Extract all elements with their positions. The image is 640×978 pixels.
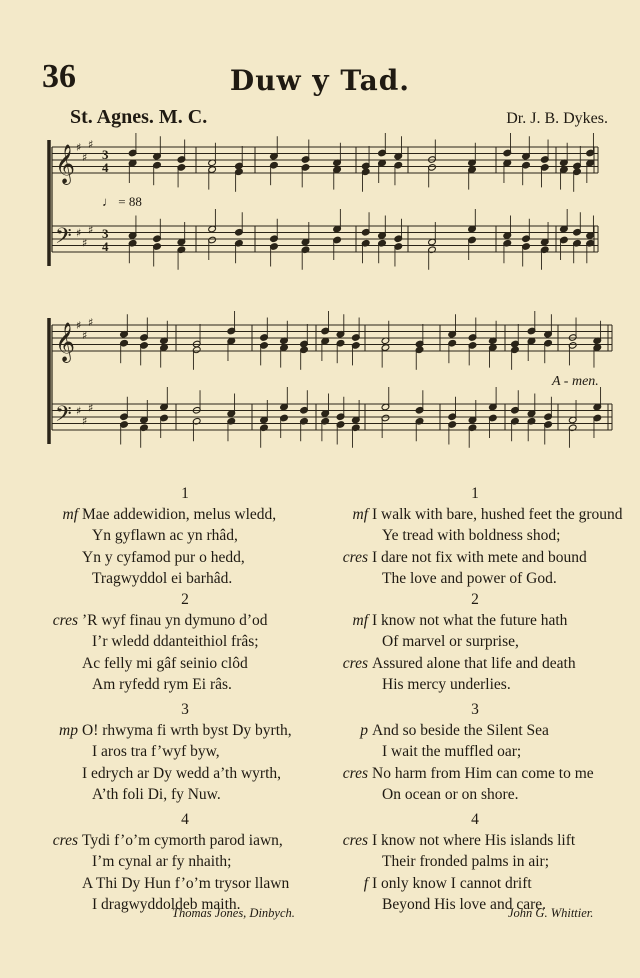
composer: Dr. J. B. Dykes. <box>506 110 608 127</box>
sharp-sign: ♯ <box>76 226 82 240</box>
treble-clef: 𝄞 <box>55 144 76 184</box>
dynamic-marking: cres <box>342 548 368 566</box>
sharp-sign: ♯ <box>76 141 82 154</box>
verse-line <box>40 851 330 872</box>
lyric-text: No harm from Him can come to me <box>372 764 594 782</box>
lyric-text: The love and power of God. <box>382 570 557 588</box>
dynamic-marking: mf <box>352 612 368 629</box>
lyric-text: I wait the muffled oar; <box>382 743 522 761</box>
verse-line <box>40 504 330 525</box>
sharp-sign: ♯ <box>82 328 88 342</box>
verse-line <box>330 653 620 674</box>
page-number: 36 <box>42 58 76 95</box>
verse-number: 2 <box>471 591 479 608</box>
lyric-text: ’R wyf finau yn dymuno d’od <box>82 612 268 629</box>
dynamic-marking: mf <box>62 506 78 523</box>
verse-line <box>40 720 330 741</box>
lyric-text: I dragwyddoldeb maith. <box>92 896 241 914</box>
verse-line <box>330 784 620 805</box>
lyric-text: Tragwyddol ei barhâd. <box>92 570 233 588</box>
sharp-sign: ♯ <box>88 315 94 329</box>
music-score <box>0 0 640 470</box>
verse <box>40 589 330 696</box>
verse-number: 3 <box>181 701 189 718</box>
lyric-text: His mercy underlies. <box>382 676 511 694</box>
lyric-text: I’r wledd ddanteithiol frâs; <box>92 633 259 651</box>
verse-line <box>40 653 330 674</box>
verse-number: 2 <box>181 591 189 608</box>
verse-number: 3 <box>471 701 479 718</box>
tempo-marking: ♩ = 88 <box>102 194 142 209</box>
verse-line <box>330 830 620 851</box>
dynamic-marking: cres <box>342 654 368 672</box>
amen-lyric: A - men. <box>552 374 599 389</box>
lyric-text: Mae addewidion, melus wledd, <box>82 506 277 523</box>
verse <box>330 809 620 916</box>
welsh-author: Thomas Jones, Dinbych. <box>172 906 295 920</box>
lyric-text: A’th foli Di, fy Nuw. <box>92 786 221 804</box>
lyric-text: I walk with bare, hushed feet the ground <box>372 506 623 523</box>
verse-line <box>330 741 620 762</box>
dynamic-marking: mp <box>59 722 78 739</box>
verse-line <box>40 568 330 589</box>
lyric-text: Ac felly mi gâf seinio clôd <box>82 654 248 672</box>
lyric-text: I edrych ar Dy wedd a’th wyrth, <box>82 764 281 782</box>
verse-line <box>40 763 330 784</box>
lyric-text: Yn y cyfamod pur o hedd, <box>82 548 245 566</box>
dynamic-marking: cres <box>342 832 368 849</box>
verse-line <box>330 674 620 695</box>
verse-line <box>330 547 620 568</box>
dynamic-marking: mf <box>352 506 368 523</box>
time-signature: 3 <box>102 226 109 241</box>
time-signature: 4 <box>102 160 109 175</box>
bass-clef: 𝄢 <box>55 402 72 432</box>
dynamic-marking: cres <box>52 832 78 849</box>
verse-line <box>40 741 330 762</box>
sharp-sign: ♯ <box>82 236 88 250</box>
lyric-text: Assured alone that life and death <box>372 654 576 672</box>
english-author: John G. Whittier. <box>508 906 594 920</box>
verse-line <box>330 504 623 525</box>
lyric-text: On ocean or on shore. <box>382 786 519 804</box>
verse-number: 4 <box>471 811 479 828</box>
verse-line <box>40 784 330 805</box>
lyric-text: I dare not fix with mete and bound <box>372 548 587 566</box>
verse-line <box>330 851 620 872</box>
lyric-text: Tydi f’o’m cymorth parod iawn, <box>82 832 283 849</box>
verse-line <box>40 631 330 652</box>
sharp-sign: ♯ <box>88 137 94 151</box>
tune-name: St. Agnes. M. C. <box>70 106 208 128</box>
hymn-title: Duw y Tad. <box>229 64 411 97</box>
verse-line <box>40 873 330 894</box>
lyric-text: Their fronded palms in air; <box>382 853 550 871</box>
verse-line <box>330 720 620 741</box>
verse <box>40 483 330 590</box>
verse-line <box>40 830 330 851</box>
sharp-sign: ♯ <box>82 414 88 428</box>
verse-line <box>330 610 620 631</box>
lyric-text: O! rhwyma fi wrth byst Dy byrth, <box>82 722 292 739</box>
verse <box>330 589 620 696</box>
lyric-text: I aros tra f’wyf byw, <box>92 743 220 761</box>
verse-number: 1 <box>471 485 479 502</box>
lyric-text: I know not what the future hath <box>372 612 568 629</box>
lyric-text: Beyond His love and care. <box>382 896 546 914</box>
lyric-text: Am ryfedd rym Ei râs. <box>92 676 232 694</box>
dynamic-marking: cres <box>52 612 78 629</box>
bass-clef: 𝄢 <box>55 224 72 254</box>
verse <box>330 699 620 806</box>
dynamic-marking: cres <box>342 764 368 782</box>
lyric-text: A Thi Dy Hun f’o’m trysor llawn <box>82 874 290 892</box>
verse-line <box>40 610 330 631</box>
verse <box>330 483 623 590</box>
verse-line <box>330 631 620 652</box>
time-signature: 4 <box>102 239 109 254</box>
verse-number: 4 <box>181 811 189 828</box>
verse <box>40 699 330 806</box>
lyric-text: I know not where His islands lift <box>372 832 576 849</box>
sharp-sign: ♯ <box>88 223 94 237</box>
verse <box>40 809 330 916</box>
verse-number: 1 <box>181 485 189 502</box>
lyric-text: I only know I cannot drift <box>372 874 532 892</box>
lyric-text: And so beside the Silent Sea <box>372 722 549 739</box>
verse-line <box>330 873 620 894</box>
verse-line <box>40 674 330 695</box>
verse-line <box>330 525 620 546</box>
verse-line <box>330 568 620 589</box>
time-signature: 3 <box>102 147 109 162</box>
sharp-sign: ♯ <box>76 319 82 332</box>
treble-clef: 𝄞 <box>55 322 76 362</box>
sharp-sign: ♯ <box>82 150 88 164</box>
verse-line <box>40 547 330 568</box>
lyric-text: Ye tread with boldness shod; <box>382 527 561 545</box>
verse-line <box>330 763 620 784</box>
dynamic-marking: f <box>363 874 368 892</box>
sharp-sign: ♯ <box>76 404 82 418</box>
lyric-text: Of marvel or surprise, <box>382 633 519 651</box>
sharp-sign: ♯ <box>88 401 94 415</box>
verse-line <box>40 525 330 546</box>
lyric-text: Yn gyflawn ac yn rhâd, <box>92 527 238 545</box>
lyric-text: I’m cynal ar fy nhaith; <box>92 853 232 871</box>
dynamic-marking: p <box>360 722 368 739</box>
